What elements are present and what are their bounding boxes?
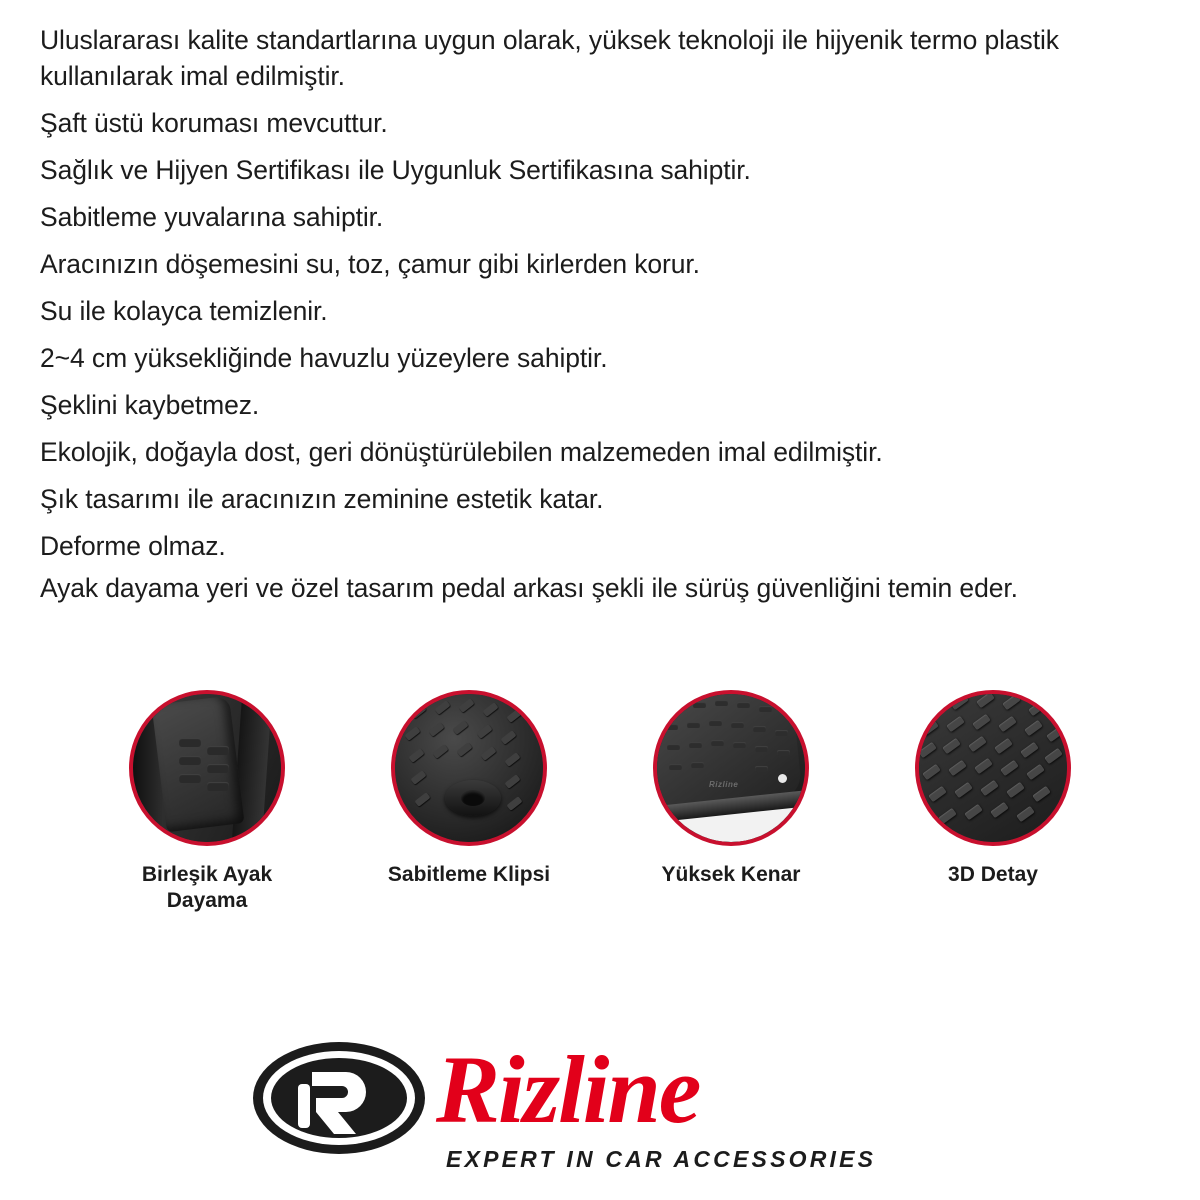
- list-item: Ekolojik, doğayla dost, geri dönüştürülebilen malzemeden imal edilmiştir.: [40, 437, 883, 468]
- high-edge-detail-photo: Rizline: [653, 690, 809, 846]
- list-item: Şık tasarımı ile aracınızın zeminine estetik katar.: [40, 484, 604, 515]
- detail-item-high-edge: [636, 690, 826, 913]
- list-item: Sağlık ve Hijyen Sertifikası ile Uygunluk Sertifikasına sahiptir.: [40, 155, 751, 186]
- list-item: Uluslararası kalite standartlarına uygun olarak, yüksek teknoloji ile hijyenik termo plastik kullanılarak imal edilmiştir.: [40, 25, 1059, 92]
- feature-list: [40, 22, 1160, 606]
- 3d-pattern-detail-photo: [915, 690, 1071, 846]
- list-item: Aracınızın döşemesini su, toz, çamur gibi kirlerden korur.: [40, 249, 700, 280]
- detail-caption: Birleşik Ayak Dayama: [141, 863, 273, 912]
- list-item: Ayak dayama yeri ve özel tasarım pedal arkası şekli ile sürüş güvenliğini temin eder.: [40, 573, 1018, 604]
- brand-tagline: EXPERT IN CAR ACCESSORIES: [446, 1146, 877, 1172]
- detail-item-foot-rest: [112, 690, 302, 913]
- detail-caption: Yüksek Kenar: [661, 863, 801, 886]
- detail-caption: Sabitleme Klipsi: [387, 863, 551, 886]
- detail-item-fixing-clip: [374, 690, 564, 913]
- list-item: 2~4 cm yüksekliğinde havuzlu yüzeylere sahiptir.: [40, 343, 608, 374]
- detail-item-3d-pattern: [898, 690, 1088, 913]
- rizline-badge-icon: [250, 1038, 428, 1158]
- detail-caption: 3D Detay: [948, 863, 1038, 886]
- list-item: Deforme olmaz.: [40, 531, 226, 562]
- detail-highlights: [40, 690, 1160, 913]
- list-item: Şaft üstü koruması mevcuttur.: [40, 108, 388, 139]
- fixing-clip-detail-photo: [391, 690, 547, 846]
- list-item: Su ile kolayca temizlenir.: [40, 296, 328, 327]
- list-item: Sabitleme yuvalarına sahiptir.: [40, 202, 384, 233]
- brand-logo: [0, 1020, 1200, 1190]
- list-item: Şeklini kaybetmez.: [40, 390, 260, 421]
- foot-rest-detail-photo: [129, 690, 285, 846]
- brand-name: Rizline: [436, 1036, 700, 1143]
